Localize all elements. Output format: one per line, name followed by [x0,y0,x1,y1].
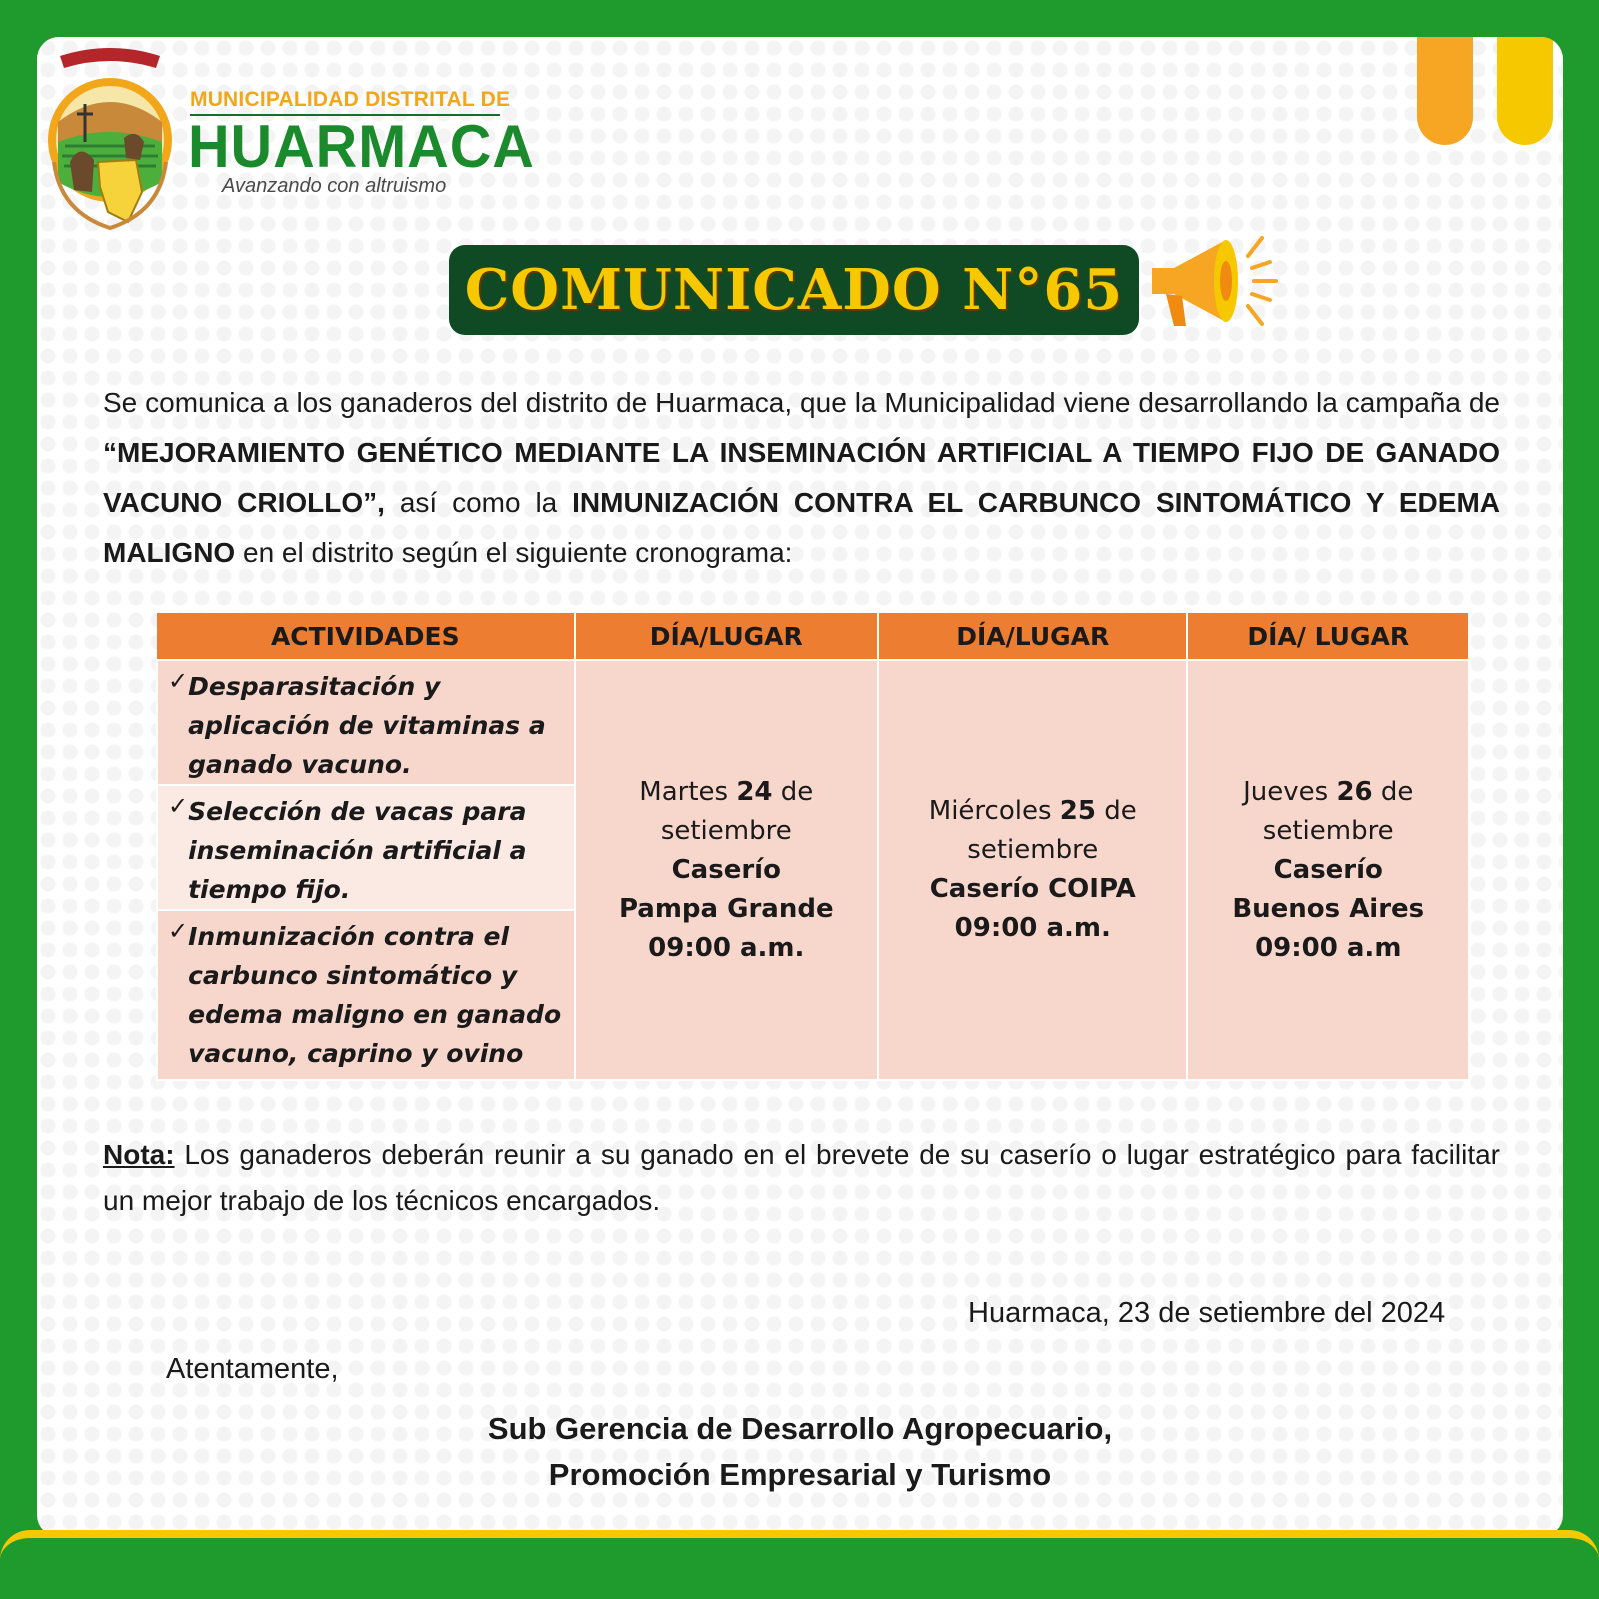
title-banner [449,245,1139,335]
closing: Atentamente, [166,1353,339,1385]
day-cell-1 [575,660,878,1080]
day-of: de [1104,796,1137,826]
table-header-row [157,613,1469,660]
activity-text: Inmunización contra el carbunco sintomático y edema maligno en ganado vacuno, caprino y ovino [188,922,562,1068]
intro-text-1: Se comunica a los ganaderos del distrito de Huarmaca, que la Municipalidad viene desarrollando la campaña de [103,387,1500,418]
month: setiembre [660,815,792,846]
weekday: Miércoles [928,796,1052,826]
note-label: Nota: [103,1139,175,1170]
megaphone-icon [1144,226,1279,336]
activity-cell [157,660,575,785]
day-number: 26 [1336,776,1373,807]
day-cell-2 [878,660,1187,1080]
checkmark-icon: ✓ [168,792,189,820]
header-day-place-2: DÍA/LUGAR [878,613,1187,660]
intro-text-2: así como la [384,487,573,518]
activity-text: Selección de vacas para inseminación artificial a tiempo fijo. [188,797,527,904]
date-line: Huarmaca, 23 de setiembre del 2024 [968,1297,1446,1329]
time: 09:00 a.m. [648,932,805,963]
month: setiembre [1262,815,1394,846]
weekday: Jueves [1243,776,1329,807]
activity-text: Desparasitación y aplicación de vitaminas a ganado vacuno. [188,672,546,779]
intro-paragraph [103,378,1500,578]
weekday: Martes [639,776,729,807]
header-activities: ACTIVIDADES [157,613,575,660]
time: 09:00 a.m. [954,913,1111,943]
time: 09:00 a.m [1255,932,1402,963]
place-line2: Pampa Grande [618,893,834,924]
place-line1: Caserío [1273,854,1383,885]
day-cell-3 [1187,660,1469,1080]
place-line1: Caserío COIPA [929,874,1136,904]
municipal-crest-icon [40,42,180,242]
day-number: 25 [1059,796,1096,826]
place-line1: Caserío [671,854,781,885]
org-slogan: Avanzando con altruismo [222,175,447,197]
bottom-band [0,1530,1599,1599]
page-title: COMUNICADO N°65 [464,257,1124,323]
org-line1: MUNICIPALIDAD DISTRITAL DE [190,88,511,111]
decorative-tab-orange [1417,37,1473,145]
month: setiembre [967,835,1099,865]
schedule-table [156,613,1470,1081]
day-of: de [1380,776,1414,807]
intro-text-3: en el distrito según el siguiente cronograma: [235,537,793,568]
signature-line2: Promoción Empresarial y Turismo [548,1457,1052,1492]
immunization-name: INMUNIZACIÓN CONTRA EL CARBUNCO SINTOMÁTICO Y EDEMA MALIGNO [103,487,1501,568]
signature [300,1406,1300,1498]
signature-line1: Sub Gerencia de Desarrollo Agropecuario, [487,1411,1113,1446]
note-text: Los ganaderos deberán reunir a su ganado en el brevete de su caserío o lugar estratégico para facilitar un mejor trabajo de los técnicos encargados. [103,1139,1500,1216]
activity-cell [157,910,575,1080]
note-paragraph [103,1132,1500,1224]
org-name: HUARMACA [188,113,535,180]
table-row [157,660,1469,785]
activity-cell [157,785,575,910]
header-day-place-3: DÍA/ LUGAR [1187,613,1469,660]
campaign-name: “MEJORAMIENTO GENÉTICO MEDIANTE LA INSEMINACIÓN ARTIFICIAL A TIEMPO FIJO DE GANADO VACUNO CRIOLLO”, [103,437,1500,518]
checkmark-icon: ✓ [168,917,189,945]
place-line2: Buenos Aires [1232,893,1425,924]
day-of: de [780,776,814,807]
decorative-tab-yellow [1497,37,1553,145]
day-number: 24 [736,776,773,807]
header-day-place-1: DÍA/LUGAR [575,613,878,660]
checkmark-icon: ✓ [168,667,189,695]
